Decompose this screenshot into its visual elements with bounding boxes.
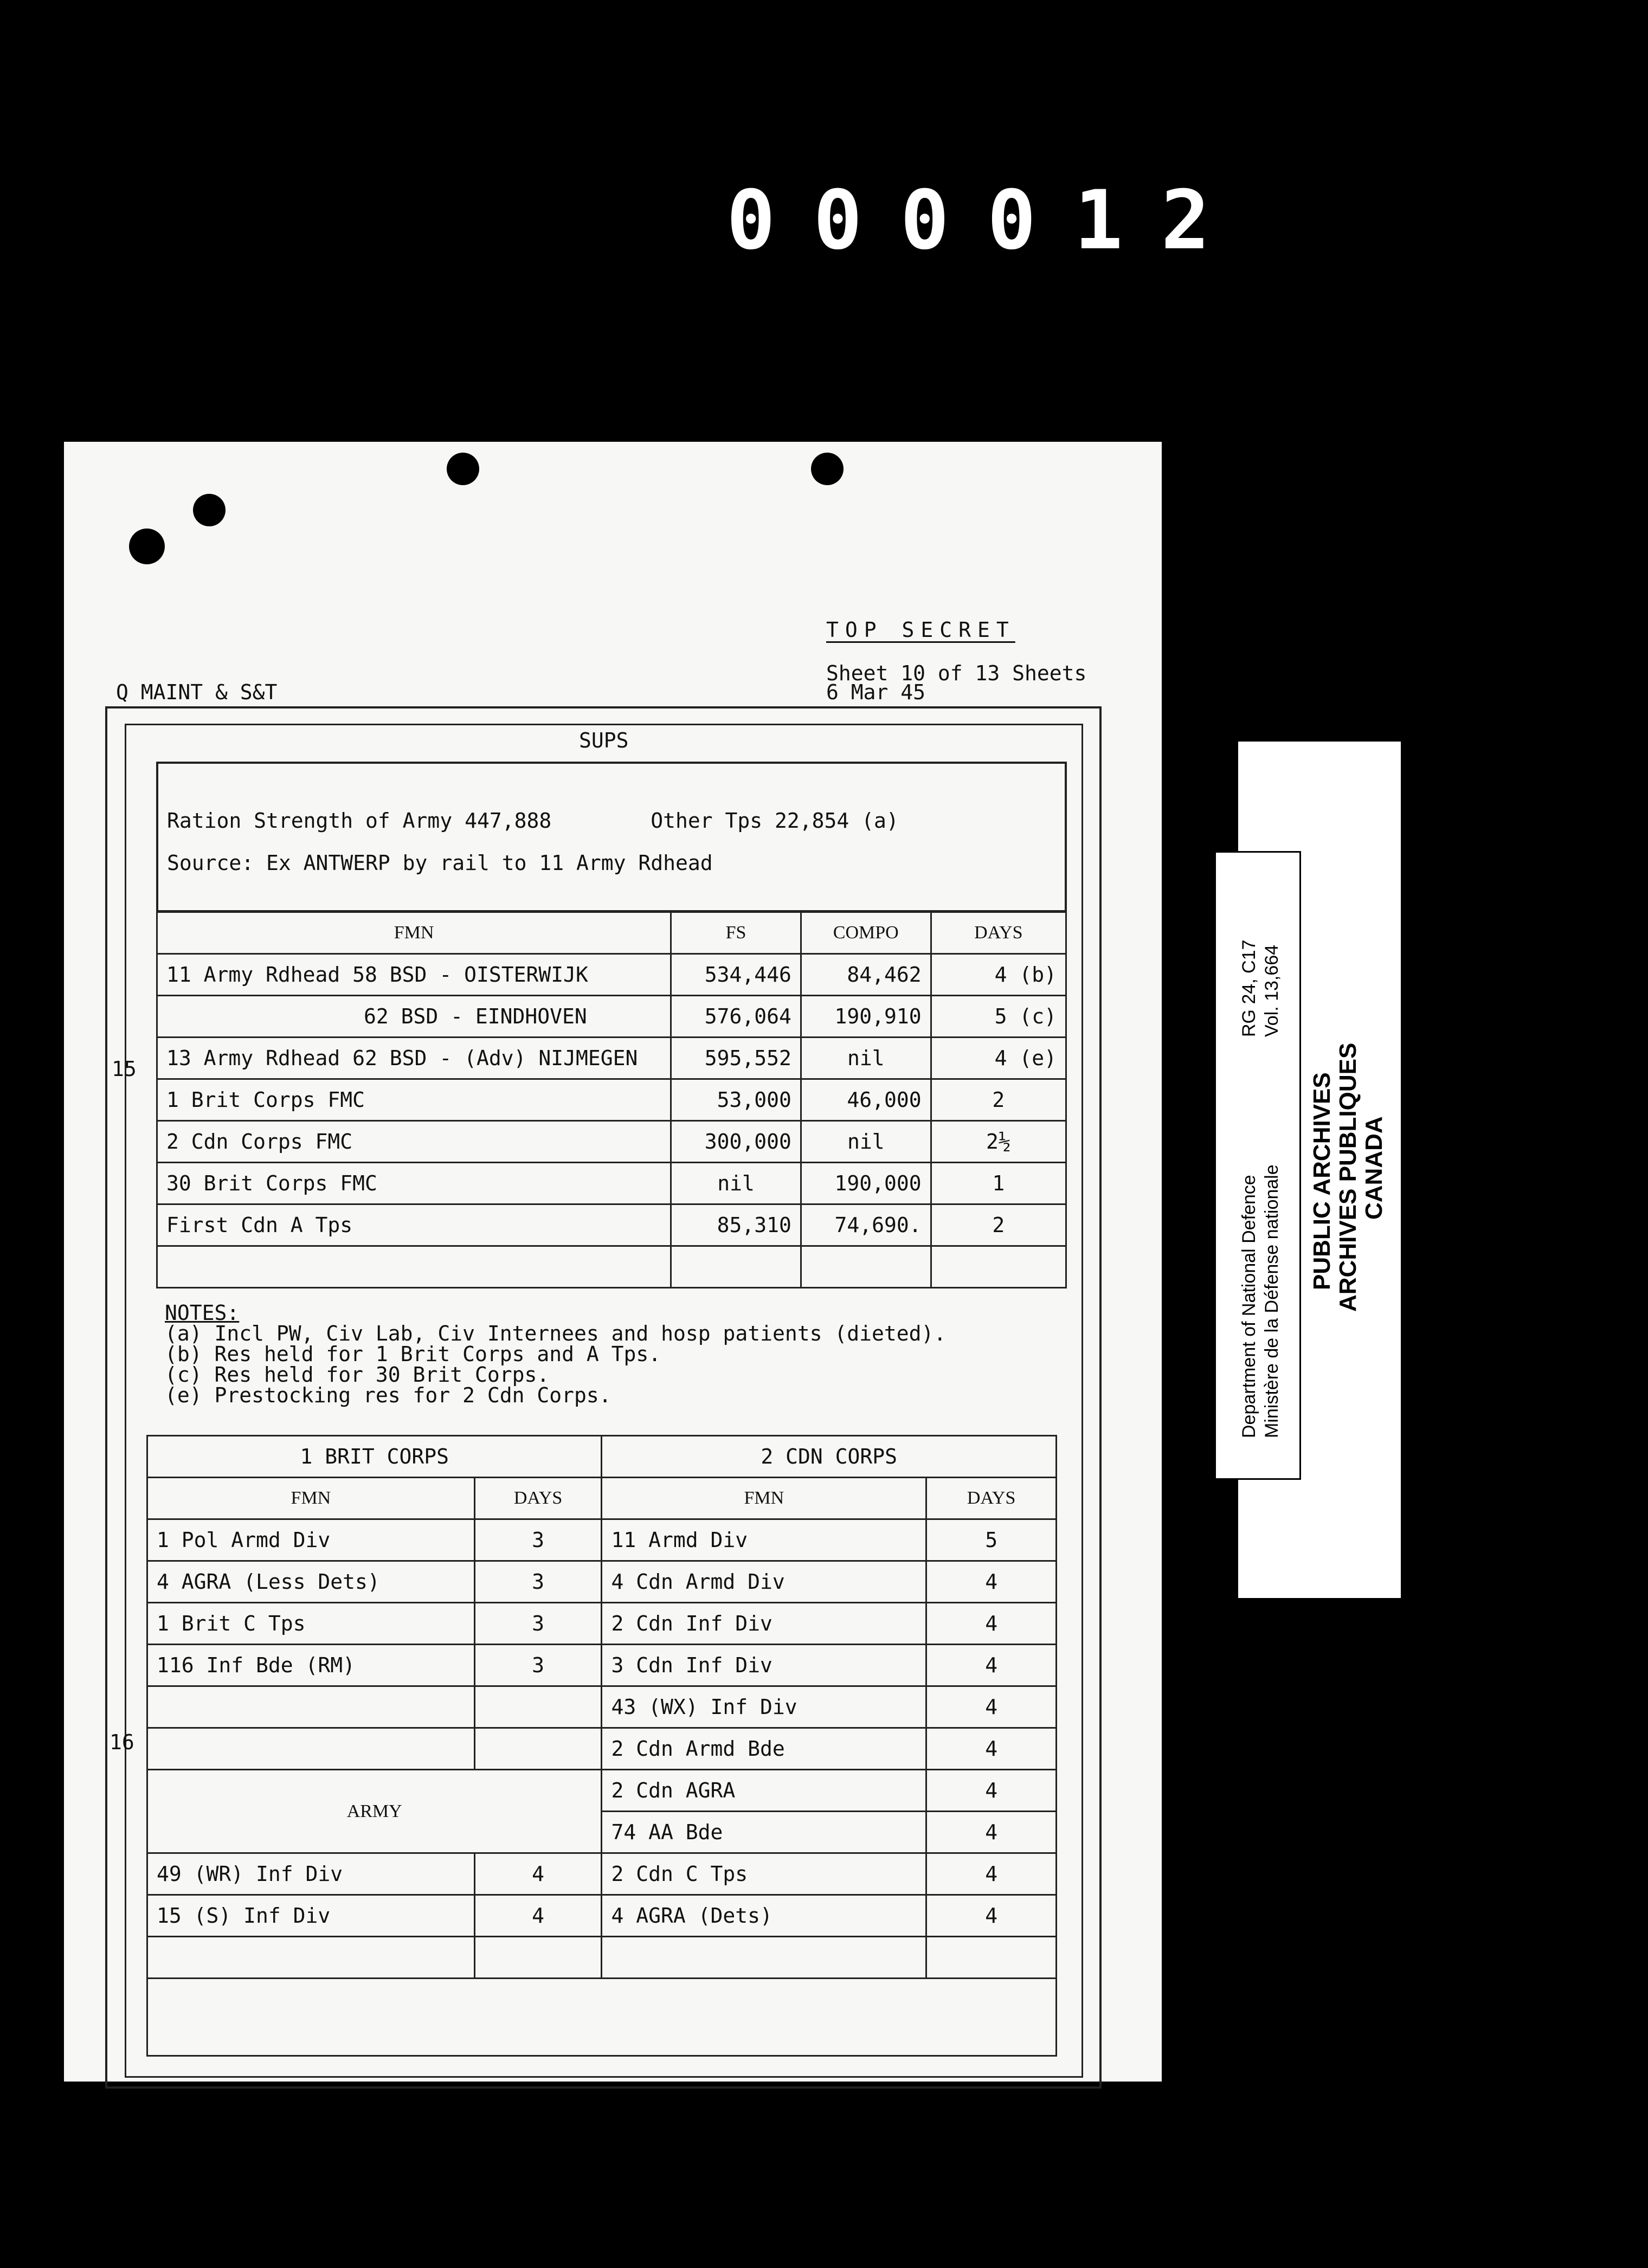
fs-cell: 300,000	[671, 1121, 801, 1163]
cdn-fmn-cell: 2 Cdn Armd Bde	[602, 1728, 926, 1770]
compo-cell: 74,690.	[801, 1204, 931, 1246]
days-cell: 1	[931, 1163, 1066, 1204]
brit-fmn-cell: 1 Brit C Tps	[147, 1603, 475, 1645]
cdn-fmn-cell: 4 AGRA (Dets)	[602, 1895, 926, 1937]
source-line: Source: Ex ANTWERP by rail to 11 Army Rdhead	[167, 851, 713, 875]
empty-cell	[147, 1728, 475, 1770]
fs-cell: 85,310	[671, 1204, 801, 1246]
fmn-cell: 1 Brit Corps FMC	[157, 1079, 671, 1121]
fs-cell: 576,064	[671, 996, 801, 1038]
brit-fmn-cell: 1 Pol Armd Div	[147, 1519, 475, 1561]
table-row	[147, 1519, 1057, 1561]
cdn-days-cell: 4	[926, 1728, 1057, 1770]
fmn-cell: 2 Cdn Corps FMC	[157, 1121, 671, 1163]
fmn-cell: 11 Army Rdhead 58 BSD - OISTERWIJK	[157, 954, 671, 996]
rg-number: RG 24, C17	[1239, 939, 1259, 1037]
table-row	[157, 1121, 1066, 1163]
cdn-days-cell: 4	[926, 1853, 1057, 1895]
cdn-days-cell: 4	[926, 1770, 1057, 1812]
empty-cell	[671, 1246, 801, 1288]
fs-cell: 53,000	[671, 1079, 801, 1121]
compo-header: COMPO	[801, 912, 931, 954]
empty-cell	[602, 1937, 926, 1979]
document-sheet	[64, 442, 1162, 2082]
fmn-cell: 62 BSD - EINDHOVEN	[157, 996, 671, 1038]
cdn-fmn-cell: 2 Cdn C Tps	[602, 1853, 926, 1895]
cdn-fmn-cell: 2 Cdn Inf Div	[602, 1603, 926, 1645]
days-cell: 4 (b)	[931, 954, 1066, 996]
empty-cell	[474, 1728, 602, 1770]
brit-days-cell: 3	[474, 1603, 602, 1645]
table-row	[147, 1645, 1057, 1686]
compo-cell: nil	[801, 1038, 931, 1079]
punch-hole	[193, 494, 226, 526]
table-row	[157, 1079, 1066, 1121]
table-row	[147, 1853, 1057, 1895]
cdn-fmn-cell: 2 Cdn AGRA	[602, 1770, 926, 1812]
compo-cell: nil	[801, 1121, 931, 1163]
corps-title-row	[147, 1436, 1057, 1478]
days-cell: 4 (e)	[931, 1038, 1066, 1079]
brit-corps-title: 1 BRIT CORPS	[147, 1436, 602, 1478]
compo-cell: 190,910	[801, 996, 931, 1038]
supply-table-header	[157, 912, 1066, 954]
brit-days-cell: 3	[474, 1645, 602, 1686]
margin-mark: 16	[110, 1730, 134, 1754]
table-row	[147, 1686, 1057, 1728]
days-cell: 5 (c)	[931, 996, 1066, 1038]
cdn-days-cell: 4	[926, 1686, 1057, 1728]
fs-header: FS	[671, 912, 801, 954]
empty-cell	[147, 1937, 475, 1979]
cdn-fmn-cell: 11 Armd Div	[602, 1519, 926, 1561]
office-designation: Q MAINT & S&T	[116, 680, 278, 704]
cdn-days-cell: 4	[926, 1645, 1057, 1686]
days-header: DAYS	[931, 912, 1066, 954]
fs-cell: 595,552	[671, 1038, 801, 1079]
fmn-cell: 13 Army Rdhead 62 BSD - (Adv) NIJMEGEN	[157, 1038, 671, 1079]
cdn-fmn-cell: 3 Cdn Inf Div	[602, 1645, 926, 1686]
cdn-days-cell: 4	[926, 1812, 1057, 1853]
compo-cell: 190,000	[801, 1163, 931, 1204]
table-row	[147, 1895, 1057, 1937]
table-row	[147, 1937, 1057, 1979]
table-row	[157, 996, 1066, 1038]
army-fmn-cell: 49 (WR) Inf Div	[147, 1853, 475, 1895]
cdn-days-cell: 5	[926, 1519, 1057, 1561]
days-cell: 2	[931, 1079, 1066, 1121]
dept-en: Department of National Defence	[1239, 1175, 1259, 1438]
cdn-fmn-cell: 74 AA Bde	[602, 1812, 926, 1853]
punch-hole	[129, 529, 165, 564]
empty-cell	[474, 1686, 602, 1728]
empty-cell	[147, 1686, 475, 1728]
compo-cell: 84,462	[801, 954, 931, 996]
table-row	[147, 1728, 1057, 1770]
public-archives-en: PUBLIC ARCHIVES	[1309, 1072, 1335, 1290]
country: CANADA	[1361, 1116, 1387, 1220]
table-row	[157, 1163, 1066, 1204]
margin-mark: 15	[112, 1057, 137, 1081]
brit-days-cell: 3	[474, 1561, 602, 1603]
corps-header-row	[147, 1478, 1057, 1519]
public-archives-fr: ARCHIVES PUBLIQUES	[1335, 1042, 1361, 1312]
cdn-fmn-header: FMN	[602, 1478, 926, 1519]
dept-fr: Ministère de la Défense nationale	[1261, 1164, 1282, 1438]
table-row	[147, 1770, 1057, 1812]
brit-days-header: DAYS	[474, 1478, 602, 1519]
fmn-header: FMN	[157, 912, 671, 954]
note-item: (a) Incl PW, Civ Lab, Civ Internees and hosp patients (dieted).	[165, 1322, 947, 1345]
cdn-days-header: DAYS	[926, 1478, 1057, 1519]
note-item: (c) Res held for 30 Brit Corps.	[165, 1363, 550, 1387]
cdn-days-cell: 4	[926, 1603, 1057, 1645]
ration-box	[156, 762, 1067, 912]
punch-hole	[447, 453, 479, 485]
brit-fmn-header: FMN	[147, 1478, 475, 1519]
note-item: (e) Prestocking res for 2 Cdn Corps.	[165, 1383, 611, 1407]
fmn-cell: 30 Brit Corps FMC	[157, 1163, 671, 1204]
empty-cell	[931, 1246, 1066, 1288]
brit-fmn-cell: 4 AGRA (Less Dets)	[147, 1561, 475, 1603]
empty-cell	[926, 1937, 1057, 1979]
table-row	[157, 1038, 1066, 1079]
sheet-info: Sheet 10 of 13 Sheets	[826, 661, 1087, 685]
empty-cell	[157, 1246, 671, 1288]
table-row	[147, 1979, 1057, 2056]
cdn-days-cell: 4	[926, 1895, 1057, 1937]
document-date: 6 Mar 45	[826, 680, 926, 704]
table-row	[147, 1603, 1057, 1645]
days-cell: 2½	[931, 1121, 1066, 1163]
ration-strength-line: Ration Strength of Army 447,888 Other Tps 22,854 (a)	[167, 809, 899, 833]
cdn-fmn-cell: 4 Cdn Armd Div	[602, 1561, 926, 1603]
army-label: ARMY	[147, 1770, 602, 1853]
note-item: (b) Res held for 1 Brit Corps and A Tps.	[165, 1342, 661, 1366]
empty-cell	[801, 1246, 931, 1288]
classification: TOP SECRET	[826, 618, 1015, 642]
punch-hole	[811, 453, 844, 485]
cdn-days-cell: 4	[926, 1561, 1057, 1603]
table-row	[157, 1204, 1066, 1246]
brit-fmn-cell: 116 Inf Bde (RM)	[147, 1645, 475, 1686]
fs-cell: nil	[671, 1163, 801, 1204]
fs-cell: 534,446	[671, 954, 801, 996]
archive-label	[1214, 851, 1301, 1480]
notes-heading: NOTES:	[165, 1301, 240, 1325]
compo-cell: 46,000	[801, 1079, 931, 1121]
army-fmn-cell: 15 (S) Inf Div	[147, 1895, 475, 1937]
table-row	[157, 1246, 1066, 1288]
table-row	[157, 954, 1066, 996]
days-cell: 2	[931, 1204, 1066, 1246]
frame-number: 000012	[726, 173, 1248, 268]
army-days-cell: 4	[474, 1895, 602, 1937]
volume-number: Vol. 13,664	[1261, 944, 1282, 1037]
brit-days-cell: 3	[474, 1519, 602, 1561]
army-days-cell: 4	[474, 1853, 602, 1895]
fmn-cell: First Cdn A Tps	[157, 1204, 671, 1246]
section-title: SUPS	[579, 729, 629, 752]
cdn-fmn-cell: 43 (WX) Inf Div	[602, 1686, 926, 1728]
corps-table	[146, 1435, 1057, 2057]
empty-cell	[147, 1979, 1057, 2056]
empty-cell	[474, 1937, 602, 1979]
cdn-corps-title: 2 CDN CORPS	[602, 1436, 1057, 1478]
supply-table	[156, 911, 1067, 1288]
table-row	[147, 1561, 1057, 1603]
